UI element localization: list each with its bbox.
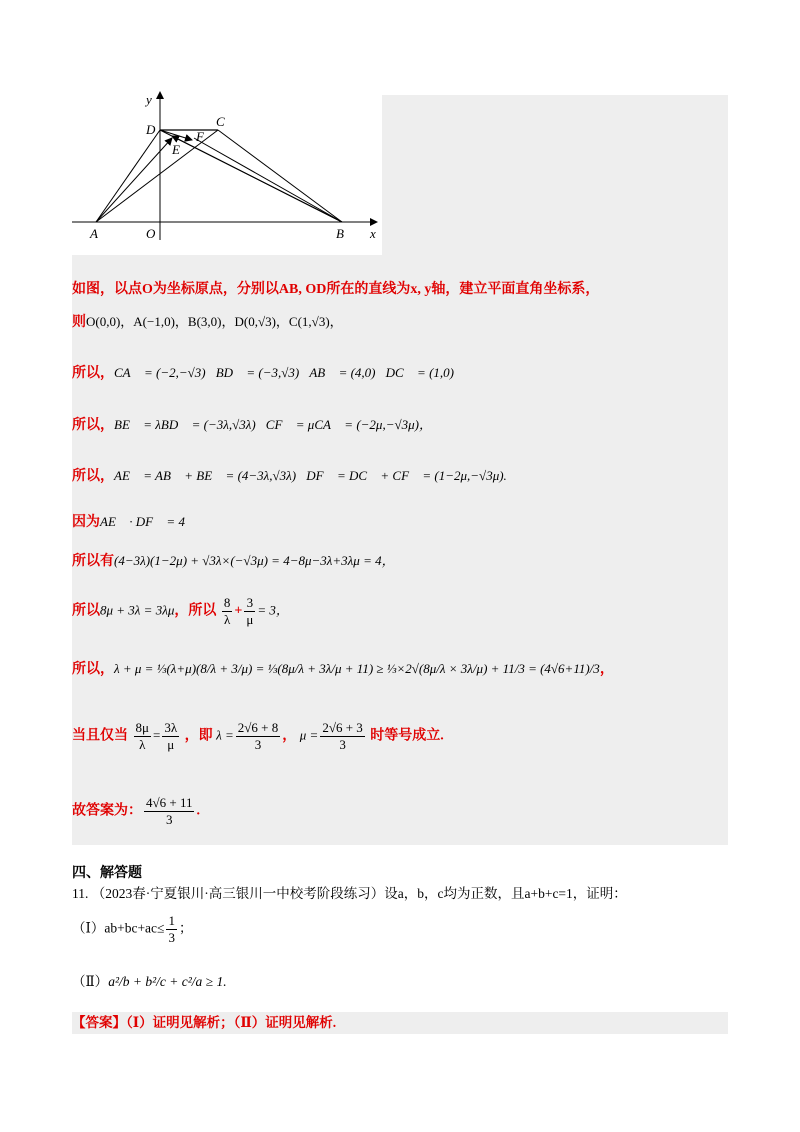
fraction: $\frac{2√6 + 8}{3}$: [237, 720, 279, 752]
label-o: O: [146, 226, 156, 241]
vector-be: [172, 136, 342, 222]
problem-part-1: （Ⅰ）ab+bc+ac≤ $\frac{1}{3}$ ；: [72, 913, 193, 945]
segment-bf: [194, 138, 342, 222]
label-e: E: [172, 142, 180, 157]
final-answer-fraction: $\frac{4√6 + 11}{3}$: [146, 795, 193, 827]
solution-line-6: 因为AE⃗ · DF⃗ = 4，: [72, 514, 196, 530]
section-title: 四、解答题: [72, 866, 142, 881]
vector-ae: [96, 138, 172, 222]
solution-line-9: 所以，λ + μ = ⅓(λ+μ)(8/λ + 3/μ) = ⅓(8μ/λ + 3λ/μ + 11) ≥ ⅓×2√(8μ/λ × 3λ/μ) + 11/3 = (4√6+11)/3，: [72, 661, 614, 677]
solution-line-3: 所以，CA⃗ = (−2,−√3)，BD⃗ = (−3,√3)，AB⃗ = (4,0)，DC⃗ = (1,0)，: [72, 365, 465, 381]
fraction: $\frac{1}{3}$: [168, 913, 175, 945]
solution-line-1: 如图，以点O为坐标原点，分别以AB, OD所在的直线为x, y轴，建立平面直角坐标系，: [72, 282, 600, 297]
label-d: D: [146, 122, 156, 137]
solution-line-2: 则O(0,0)，A(−1,0)，B(3,0)，D(0,√3)，C(1,√3)，: [72, 314, 343, 330]
solution-line-7: 所以有(4−3λ)(1−2μ) + √3λ×(−√3μ) = 4−8μ−3λ+3λμ = 4，: [72, 553, 395, 569]
label-b: B: [336, 226, 344, 241]
problem-part-2: （Ⅱ）a²/b + b²/c + c²/a ≥ 1.: [72, 974, 227, 989]
label-x: x: [370, 226, 376, 241]
fraction: $\frac{3\lambda}{\mu}$: [164, 720, 178, 752]
fraction: $\frac{2√6 + 3}{3}$: [322, 720, 363, 752]
fraction: $\frac{8}{\lambda}$: [223, 595, 231, 627]
solution-line-4: 所以，BE⃗ = λBD⃗ = (−3λ,√3λ)，CF⃗ = μCA⃗ = (−2μ,−√3μ)，: [72, 417, 432, 433]
solution-line-10: 当且仅当 $\frac{8\mu}{\lambda}$ = $\frac{3\lambda}{\mu}$ ，即 λ = $\frac{2√6 + 8}{3}$ ， μ = $\frac{2√6 + 3}{3}$ 时等号成立.: [72, 720, 444, 752]
geometry-diagram: [72, 90, 382, 255]
label-y: y: [146, 92, 152, 107]
coordinate-figure: [72, 90, 382, 255]
solution-line-11: 故答案为： $\frac{4√6 + 11}{3}$ .: [72, 795, 200, 827]
segment-ad: [96, 130, 160, 222]
answer-bar: 【答案】（Ⅰ）证明见解析；（Ⅱ）证明见解析.: [72, 1012, 728, 1034]
fraction: $\frac{3}{\mu}$: [246, 595, 254, 627]
label-f: F: [196, 129, 204, 144]
label-c: C: [216, 114, 225, 129]
solution-line-5: 所以，AE⃗ = AB⃗ + BE⃗ = (4−3λ,√3λ)，DF⃗ = DC⃗ + CF⃗ = (1−2μ,−√3μ).: [72, 468, 507, 484]
segment-bc: [218, 130, 342, 222]
solution-line-8: 所以8μ + 3λ = 3λμ，所以 $\frac{8}{\lambda}$ + $\frac{3}{\mu}$ = 3，: [72, 595, 289, 627]
label-a: A: [90, 226, 98, 241]
fraction: $\frac{8\mu}{\lambda}$: [135, 720, 149, 752]
problem-stem: 11. （2023春·宁夏银川·高三银川一中校考阶段练习）设a，b，c均为正数，且a+b+c=1，证明：: [72, 886, 627, 901]
